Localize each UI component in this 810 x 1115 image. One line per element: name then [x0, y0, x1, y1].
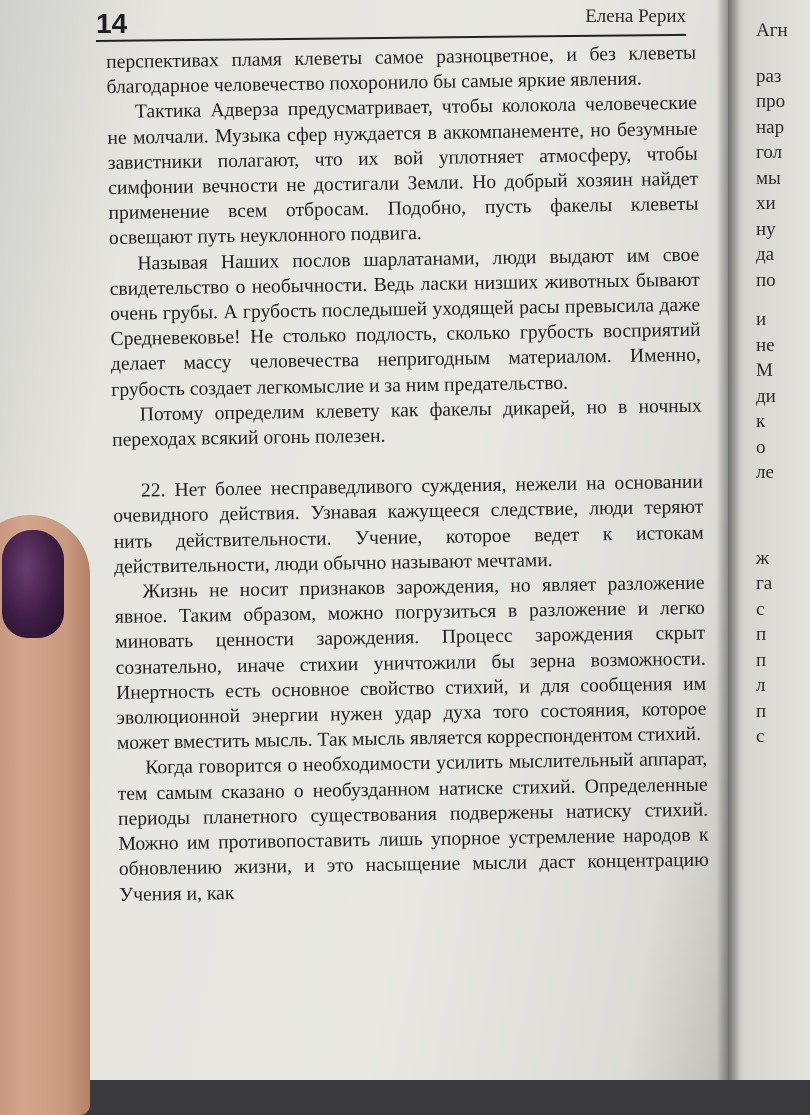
right-page-text: [756, 18, 810, 750]
line-fragment: ле: [756, 462, 774, 483]
line-fragment: по: [756, 269, 776, 291]
right-header-fragment: Агн: [756, 20, 788, 41]
line-fragment: про: [756, 91, 786, 112]
paragraph: Называя Наших послов шарлатанами, люди выдают им свое свидетельство о необычности. Ведь ласки низших животных бывают очень грубы. А грубость последышей уходящей расы превысила даже Средневековье! Не столько подлость, сколько грубость восприятий делает массу человечества непригодным материалом. Именно, грубость создает легкомыслие и за ним предательство.: [109, 244, 702, 401]
paragraph-continuation: перспективах пламя клеветы самое разноцветное, и без клеветы благодарное человечество похоронило бы самые яркие явления.: [106, 42, 697, 99]
line-fragment: хи: [756, 193, 776, 214]
line-fragment: нар: [756, 116, 785, 138]
line-fragment: не: [756, 334, 775, 356]
line-fragment: гол: [756, 142, 783, 163]
header-rule: [96, 34, 686, 42]
line-fragment: М: [756, 360, 773, 381]
paragraph: Жизнь не носит признаков зарождения, но являет разложение явное. Таким образом, можно погрузиться в разложение и легко миновать ценности зарождения. Процесс зарождения скрыт сознательно, иначе стихии уничтожили бы зерна возможности. Инертность есть основное свойство стихий, и для сообщения им эволюционной энергии нужен удар духа того состояния, которое может вместить мысль. Так мысль является корреспондентом стихий.: [114, 572, 707, 755]
line-fragment: и: [756, 309, 767, 330]
numbered-paragraph-22: 22. Нет более несправедливого суждения, нежели на основании очевидного действия. Узнавая кажущееся следствие, люди теряют нить действительности. Учение, которое ведет к истокам действительности, люди обычно называют мечтами.: [113, 471, 704, 578]
painted-fingernail: [2, 530, 64, 638]
paragraph: Потому определим клевету как факелы дикарей, но в ночных переходах всякий огонь полезен.: [111, 395, 702, 451]
page-header: [96, 6, 686, 42]
line-fragment: ди: [756, 385, 776, 407]
paragraph: Тактика Адверза предусматривает, чтобы колокола человеческие не молчали. Музыка сфер нуждается в аккомпанементе, но безумные завистники полагают, что их вой уплотняет атмосферу, чтобы симфонии вечности не достигали Земли. Но добрый хозяин найдет применение всем отбросам. Подобно, пусть факелы клеветы освещают путь неуклонного подвига.: [107, 93, 699, 250]
line-fragment: ну: [756, 218, 776, 240]
line-fragment: п: [756, 624, 767, 645]
line-fragment: с: [756, 598, 765, 620]
line-fragment: п: [756, 700, 767, 722]
paragraph: Когда говорится о необходимости усилить мыслительный аппарат, тем самым сказано о необузданном натиске стихий. Определенные периоды планетного существования подвержены натиску стихий. Можно им противопоставить лишь упорное устремление народов к обновлению жизни, и это насыщение мысли даст концентрацию Учения и, как: [117, 749, 709, 906]
page-number: 14: [96, 8, 128, 39]
line-fragment: ж: [756, 547, 770, 569]
line-fragment: о: [756, 436, 766, 458]
line-fragment: п: [756, 649, 767, 671]
line-fragment: с: [756, 726, 765, 747]
book-gutter-shadow: [716, 0, 740, 1080]
line-fragment: да: [756, 244, 775, 265]
line-fragment: раз: [756, 65, 782, 87]
line-fragment: л: [756, 675, 766, 696]
right-book-page: [728, 0, 810, 1080]
line-fragment: мы: [756, 167, 781, 189]
running-head-author: Елена Рерих: [585, 6, 686, 27]
body-text: [106, 41, 709, 908]
line-fragment: к: [756, 411, 766, 432]
line-fragment: га: [756, 573, 773, 594]
